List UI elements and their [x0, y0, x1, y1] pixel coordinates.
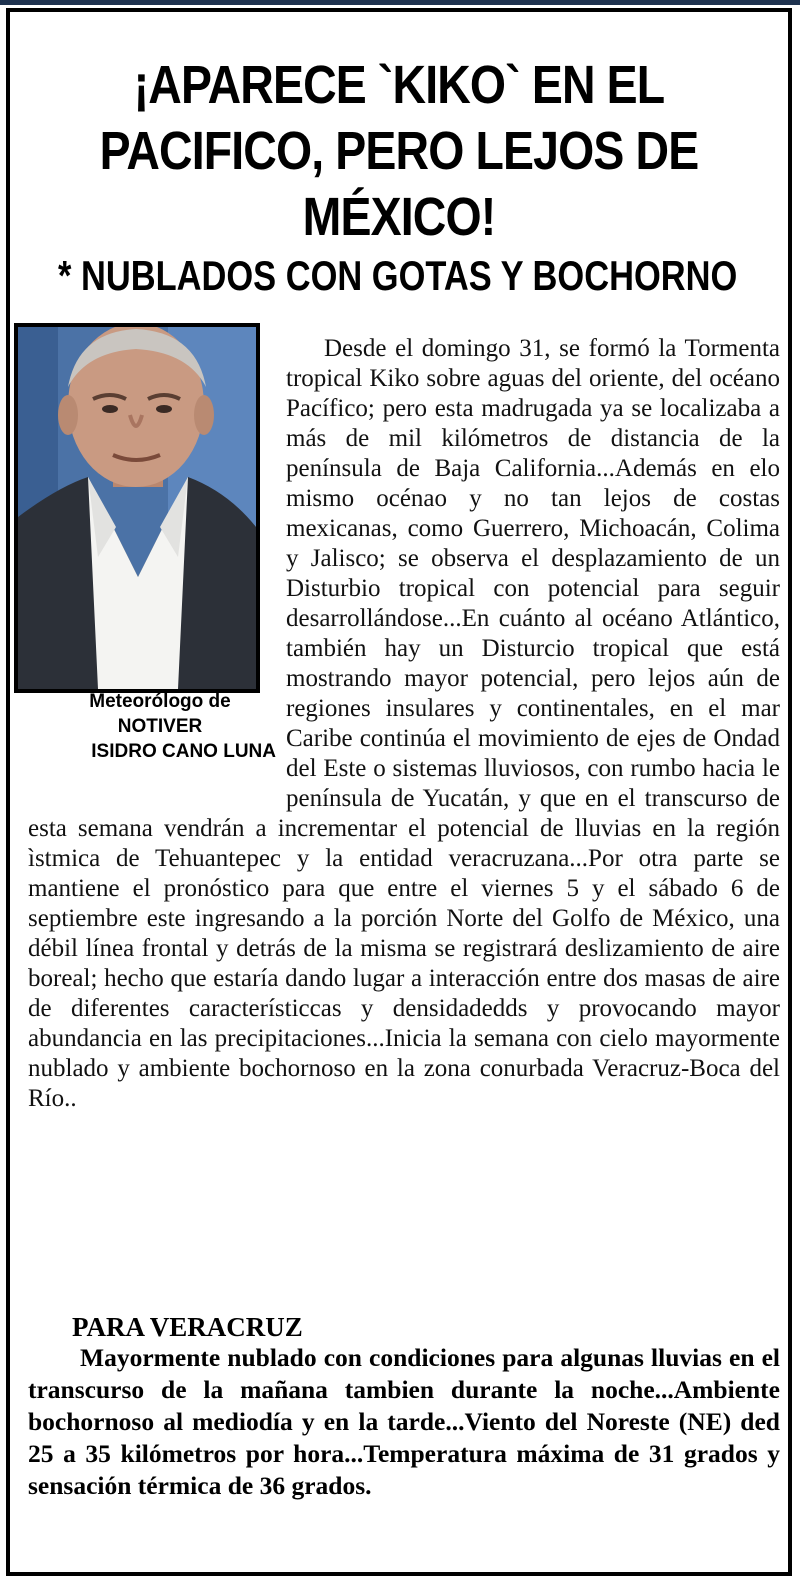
subheadline: * NUBLADOS CON GOTAS Y BOCHORNO: [58, 252, 738, 299]
headline: ¡APARECE `KIKO` EN EL PACIFICO, PERO LEJOS DE MÉXICO!: [99, 55, 699, 247]
caption-author-name: ISIDRO CANO LUNA: [91, 741, 276, 762]
caption-title: Meteorólogo de: [89, 691, 231, 712]
forecast-text: Mayormente nublado con condiciones para algunas lluvias en el transcurso de la mañana tambien durante la noche...Ambiente bochornoso al mediodía y en la tarde...Viento del Noreste (NE) ded 25 a 35 kilómetros por hora...Temperatura máxima de 31 grados y sensación térmica de 36 grados.: [28, 1343, 780, 1500]
top-color-bar: [0, 0, 800, 5]
article-body: [28, 334, 780, 1114]
article-body-text: Desde el domingo 31, se formó la Tormenta tropical Kiko sobre aguas del oriente, del océano Pacífico; pero esta madrugada ya se localizaba a más de mil kilómetros de distancia de la península de Baja California...Además en elo mismo océnao y no tan lejos de costas mexicanas, como Guerrero, Michoacán, Colima y Jalisco; se observa el desplazamiento de un Disturbio tropical con potencial para seguir desarrollándose...En cuánto al océano Atlántico, también hay un Disturcio tropical que está mostrando mayor potencial, pero lejos aún de regiones insulares y continentales, en el mar Caribe continúa el movimiento de ejes de Ondad del Este o sistemas lluviosos, con rumbo hacia le península de Yucatán, y que en el transcurso de esta semana vendrán a incrementar el potencial de lluvias en la región ìstmica de Tehuantepec y la entidad veracruzana...Por otra parte se mantiene el pronóstico para que entre el viernes 5 y el sábado 6 de septiembre este ingresando a la porción Norte del Golfo de México, una débil línea frontal y detrás de la misma se registrará deslizamiento de aire boreal; hecho que estaría dando lugar a interacción entre dos masas de aire de diferentes característiccas y densidadedds y provocando mayor abundancia en las precipitaciones...Inicia la semana con cielo mayormente nublado y ambiente bochornoso en la zona conurbada Veracruz-Boca del Río..: [28, 335, 780, 1112]
section-heading: PARA VERACRUZ: [72, 1312, 303, 1342]
article-frame: [6, 8, 792, 1576]
photo-wrap-spacer: [28, 334, 286, 792]
caption-publication: NOTIVER: [117, 716, 203, 737]
